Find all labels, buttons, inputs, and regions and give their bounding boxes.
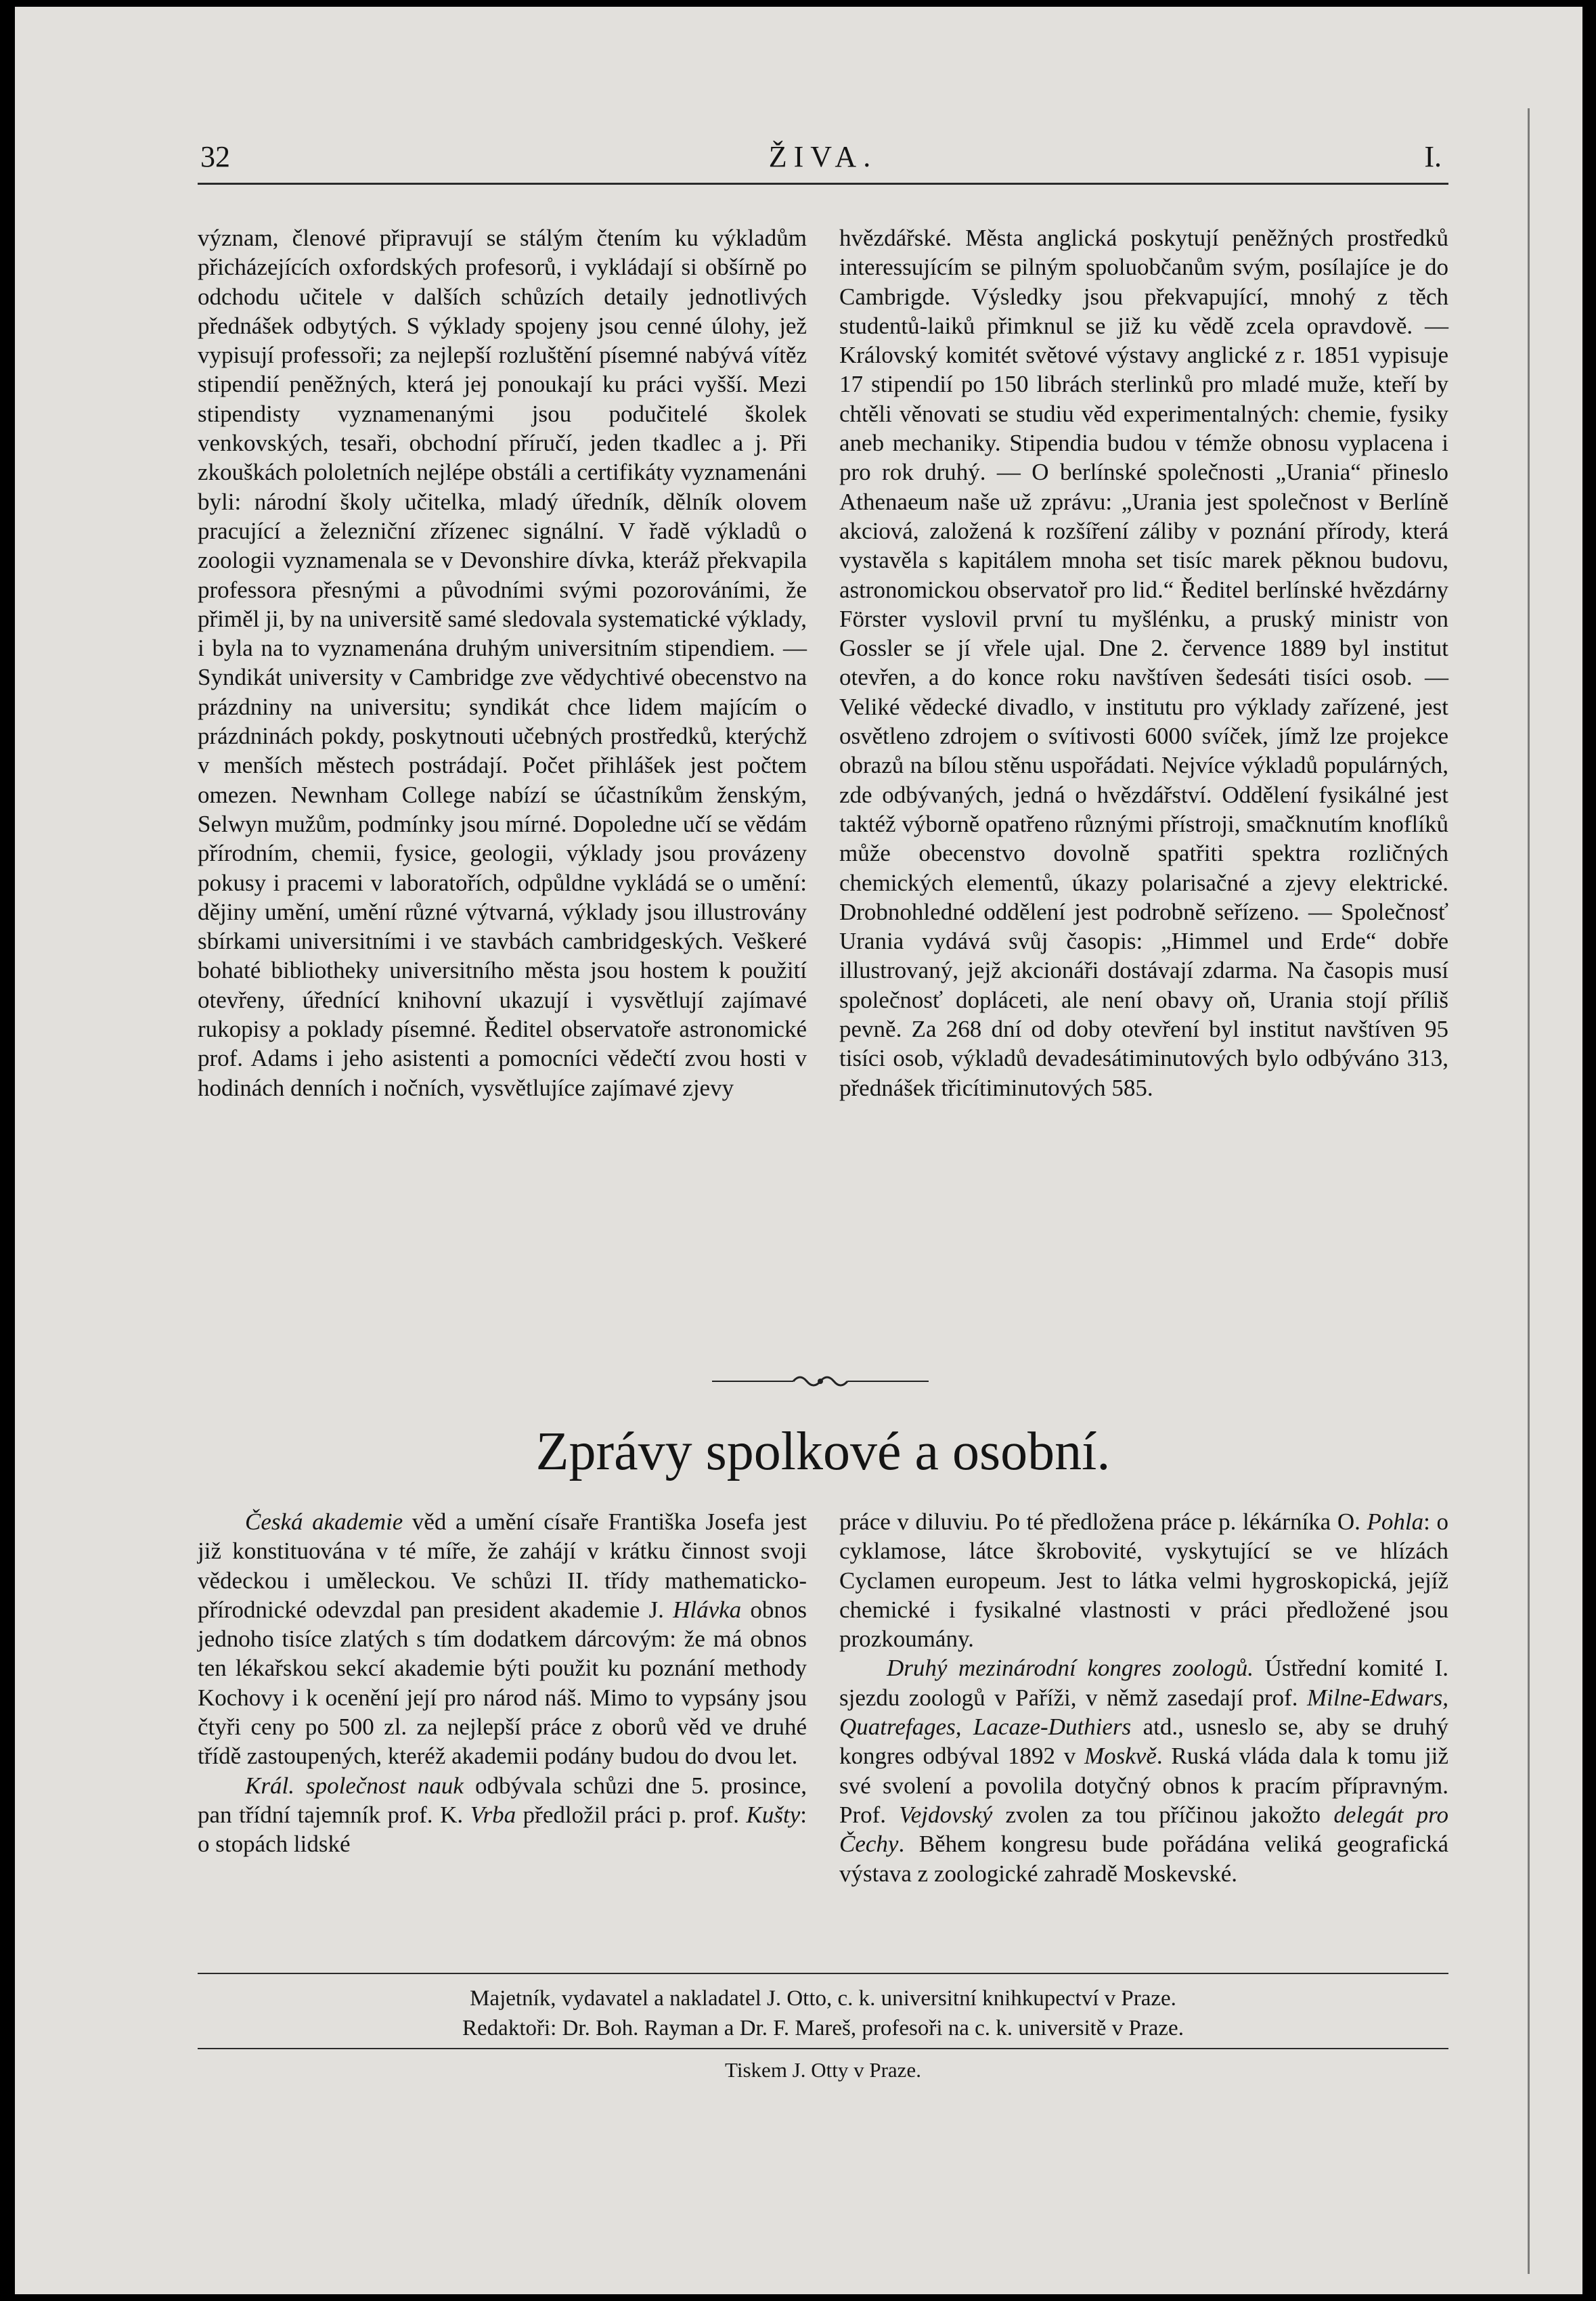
news-right-column <box>839 1507 1448 1888</box>
journal-title: ŽIVA. <box>768 140 878 173</box>
article-right-column <box>839 223 1448 1102</box>
news-lead: Král. společnost nauk <box>245 1772 464 1799</box>
news-text: : o stopách lidské <box>198 1801 807 1858</box>
news-lead: Druhý mezinárodní kongres zoologů. <box>887 1655 1254 1682</box>
news-lead: Česká akademie <box>245 1509 403 1535</box>
news-text: odbývala schůzi dne 5. prosince, pan třídní tajemník prof. K. <box>198 1772 807 1828</box>
news-name: Moskvě <box>1084 1743 1157 1770</box>
news-name: Milne-Edwars, Quatrefages, Lacaze-Duthiers <box>839 1684 1448 1741</box>
news-item-academy <box>198 1507 807 1771</box>
footer-rule-bottom <box>198 2048 1448 2049</box>
running-header <box>198 139 1448 180</box>
printer-line: Tiskem J. Otty v Praze. <box>725 2058 921 2082</box>
news-item-society <box>198 1771 807 1859</box>
news-text: práce v diluviu. Po té předložena práce p. lékárníka O. <box>839 1509 1367 1535</box>
news-name: Pohla <box>1367 1509 1424 1535</box>
news-text: . Během kongresu bude pořádána veliká geografická výstava z zoologické zahradě Moskevské. <box>839 1831 1448 1887</box>
news-text: věd a umění císaře Františka Josefa jest již konstituována v té míře, že zahájí v krátku činnost svoji vědeckou i uměleckou. Ve schůzi II. třídy mathematicko-přírodnické odevzdal pan president akademie J. <box>198 1509 807 1623</box>
news-text: předložil práci p. prof. <box>516 1801 747 1828</box>
editors-line: Redaktoři: Dr. Boh. Rayman a Dr. F. Mareš, profesoři na c. k. universitě v Praze. <box>462 2016 1184 2040</box>
section-divider-ornament <box>712 1371 929 1391</box>
news-name: Hlávka <box>673 1596 742 1623</box>
page-number: 32 <box>200 140 230 173</box>
news-text: : o cyklamose, látce škrobovité, vyskytující se ve hlízách Cyclamen europeum. Jest to látka velmi hygroskopická, jejíž chemické i fysikalné vlastnosti v práci předložené jsou prozkoumány. <box>839 1509 1448 1653</box>
page <box>15 7 1582 2294</box>
article-left-column <box>198 223 807 1102</box>
publisher-line: Majetník, vydavatel a nakladatel J. Otto, c. k. universitní knihkupectví v Praze. <box>470 1986 1176 2011</box>
scan-edge-line <box>1528 108 1530 2274</box>
volume-number: I. <box>1424 140 1442 173</box>
header-rule <box>198 183 1448 185</box>
news-left-column <box>198 1507 807 1859</box>
article-left-text: význam, členové připravují se stálým čtením ku výkladům přicházejících oxfordských profesorů, i vykládají si obšírně po odchodu učitele v dalších schůzích detaily jednotlivých přednášek odbytých. S výklady spojeny jsou cenné úlohy, jež vypisují professoři; za nejlepší rozluštění písemné nabývá vítěz stipendií peněžných, která jej ponoukají ku práci vyšší. Mezi stipendisty vyznamenanými jsou podučitelé školek venkovských, tesaři, obchodní příručí, jeden tkadlec a j. Při zkouškách pololetních nejlépe obstáli a certifikáty vyznamenáni byli: národní školy učitelka, mladý úředník, dělník olovem pracující a železniční zřízenec signální. V řadě výkladů o zoologii vyznamenala se v Devonshire dívka, kteráž překvapila professora přesnými a původními svými pozorováními, že přiměl ji, by na universitě samé sledovala systematické výklady, i byla na to vyznamenána druhým universitním stipendiem. — Syndikát university v Cambridge zve vědychtivé obecenstvo na prázdniny na universitu; syndikát chce lidem majícím o prázdninách pokdy, poskytnouti učebných prostředků, kterýchž v menších městech postrádají. Počet přihlášek jest počtem omezen. Newnham College nabízí se účastníkům ženským, Selwyn mužům, podmínky jsou mírné. Dopoledne učí se vědám přírodním, chemii, fysice, geologii, výklady jsou provázeny pokusy i pracemi v laboratořích, odpůldne vykládá se o umění: dějiny umění, umění různé výtvarná, výklady jsou illustrovány sbírkami universitními i ve stavbách cambridgeských. Veškeré bohaté bibliotheky universitního města jsou hostem k použití otevřeny, úřednící knihovní ukazují i vysvětlují zajímavé rukopisy a poklady písemné. Ředitel observatoře astronomické prof. Adams i jeho asistenti a pomocníci vědečtí zvou hosti v hodinách denních i nočních, vysvětlujíce zajímavé zjevy <box>198 225 807 1101</box>
news-name: Kušty <box>746 1801 801 1828</box>
section-title: Zprávy spolkové a osobní. <box>535 1422 1111 1481</box>
footer-rule-top <box>198 1973 1448 1974</box>
news-text: Ústřední komité I. sjezdu zoologů v Paříži, v němž zasedají prof. <box>839 1655 1448 1711</box>
news-item-congress <box>839 1653 1448 1887</box>
news-text: zvolen za tou příčinou jakožto <box>992 1801 1334 1828</box>
news-name: Vejdovský <box>899 1801 993 1828</box>
article-right-text: hvězdářské. Města anglická poskytují peněžných prostředků interessujícím se pilným spoluobčanům svým, posílajíce je do Cambrigde. Výsledky jsou překvapující, mnohý z těch studentů-laiků přimknul se již ku vědě zcela opravdově. — Královský komitét světové výstavy anglické z r. 1851 vypisuje 17 stipendií po 150 librách sterlinků pro mladé muže, kteří by chtěli věnovati se studiu věd experimentalných: chemie, fysiky aneb mechaniky. Stipendia budou v témže obnosu vyplacena i pro rok druhý. — O berlínské společnosti „Urania“ přineslo Athenaeum naše už zprávu: „Urania jest společnost v Berlíně akciová, založená k rozšíření záliby v poznání přírody, která vystavěla s kapitálem mnoha set tisíc marek pěknou budovu, astronomickou observatoř pro lid.“ Ředitel berlínské hvězdárny Förster vyslovil první tu myšlénku, a pruský ministr von Gossler se jí vřele ujal. Dne 2. července 1889 byl institut otevřen, a do konce roku navštíven šedesáti tisíci osob. — Veliké vědecké divadlo, v institutu pro výklady zařízené, jest osvětleno zdrojem o svítivosti 6000 svíček, jímž lze projekce obrazů na bílou stěnu uspořádati. Nejvíce výkladů populárných, zde odbývaných, jedná o hvězdářství. Oddělení fysikálné jest taktéž výborně opatřeno různými přístroji, smačknutím knoflíků může obecenstvo dovolně spatřiti spektra rozličných chemických elementů, úkazy polarisačné a zjevy elektrické. Drobnohledné oddělení jest podrobně seřízeno. — Společnosť Urania vydává svůj časopis: „Himmel und Erde“ dobře illustrovaný, jejž akcionáři dostávají zdarma. Na časopis musí společnosť dopláceti, ale není obavy oň, Urania stojí příliš pevně. Za 268 dní od doby otevření byl institut navštíven 95 tisíci osob, výkladů devadesátiminutových bylo odbýváno 313, přednášek třicítiminutových 585. <box>839 225 1448 1101</box>
news-name: delegát pro Čechy <box>839 1801 1448 1858</box>
news-text: obnos jednoho tisíce zlatých s tím dodatkem dárcovým: že má obnos ten lékařskou sekcí akademie býti použit ku poznání methody Kochovy i k ocenění její pro národ náš. Mimo to vypsány jsou čtyři ceny po 500 zl. za nejlepší práce z oborů věd ve druhé třídě zastoupených, kteréž akademii podány budou do dvou let. <box>198 1596 807 1770</box>
news-item-society-cont <box>839 1507 1448 1653</box>
news-name: Vrba <box>470 1801 516 1828</box>
news-text: atd., usneslo se, aby se druhý kongres odbýval 1892 v <box>839 1714 1449 1770</box>
news-text: . Ruská vláda dala k tomu již své svolení a povolila dotyčný obnos k pracím přípravným. Prof. <box>839 1743 1448 1828</box>
